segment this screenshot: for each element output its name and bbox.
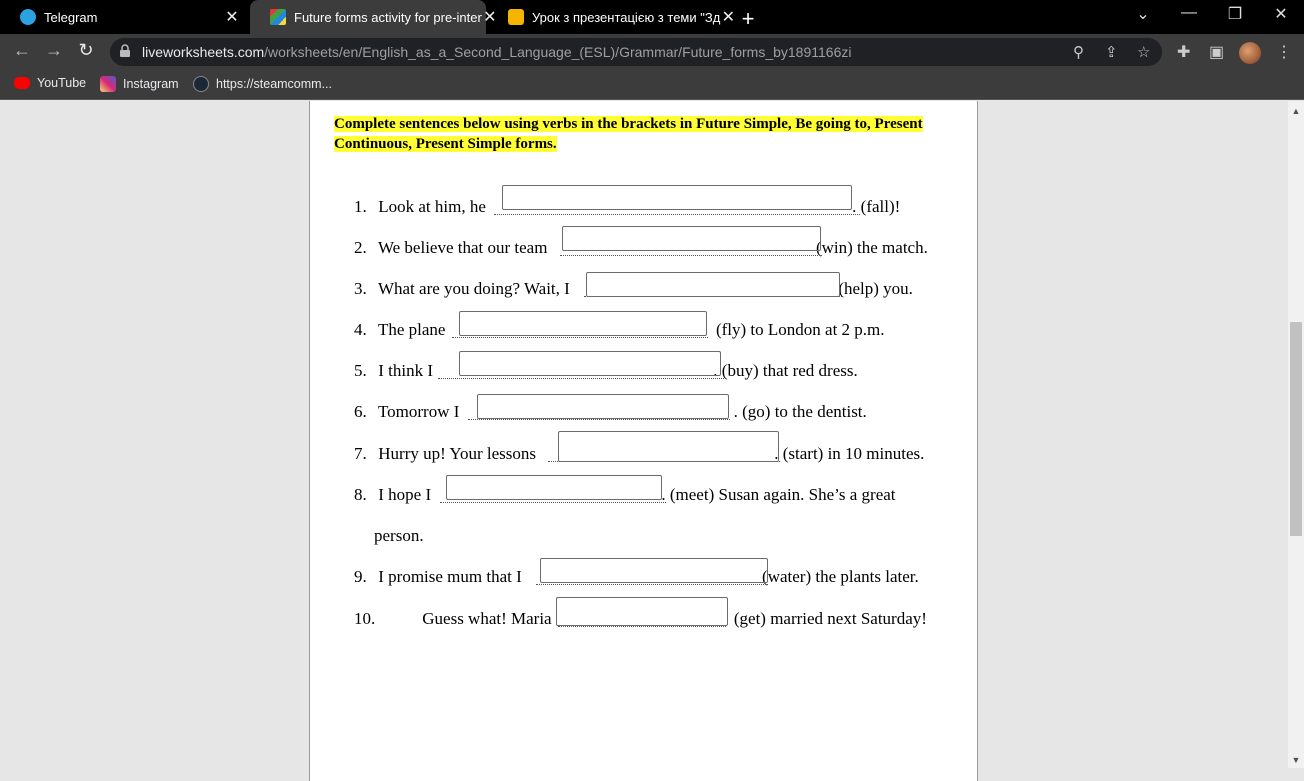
page-viewport — [0, 101, 1288, 768]
tab-title: Урок з презентацією з теми "Зд — [532, 9, 721, 25]
worksheet-page — [309, 101, 978, 781]
close-icon[interactable]: ✕ — [225, 9, 239, 26]
tab-liveworksheets[interactable] — [250, 0, 497, 34]
bookmark-label: Instagram — [123, 77, 179, 91]
bookmark-steam[interactable] — [193, 76, 332, 92]
scroll-down-arrow-icon[interactable]: ▼ — [1291, 755, 1301, 765]
bookmark-label: https://steamcomm... — [216, 77, 333, 91]
bookmark-youtube[interactable] — [14, 76, 86, 90]
sentence-5: 5. I think I . (buy) that red dress. — [354, 361, 858, 380]
dotted-line — [536, 584, 768, 585]
forward-button[interactable]: → — [45, 40, 63, 60]
sentence-8-continued: person. — [374, 526, 424, 545]
dotted-line — [560, 255, 822, 256]
new-tab-button[interactable]: + — [741, 6, 755, 31]
tab-slides[interactable] — [488, 0, 735, 34]
scrollbar[interactable] — [1288, 101, 1304, 768]
sentence-1: 1. Look at him, he . (fall)! — [354, 197, 901, 216]
lock-icon — [120, 45, 130, 57]
answer-input-7[interactable] — [558, 431, 779, 462]
dotted-line — [468, 419, 730, 420]
answer-input-6[interactable] — [477, 394, 729, 419]
sentence-9: 9. I promise mum that I (water) the plants later. — [354, 567, 919, 586]
answer-input-4[interactable] — [459, 311, 707, 336]
tab-strip — [0, 0, 1304, 34]
answer-input-2[interactable] — [562, 226, 821, 251]
restore-button[interactable]: ❐ — [1227, 6, 1243, 23]
address-bar[interactable] — [110, 38, 1162, 66]
close-icon[interactable]: ✕ — [721, 9, 735, 26]
side-panel-icon[interactable]: ▣ — [1209, 44, 1225, 61]
tab-title: Future forms activity for pre-inter — [294, 9, 482, 25]
instructions: Complete sentences below using verbs in the brackets in Future Simple, Be going to, Present Continuous, Present Simple forms. — [334, 116, 923, 152]
tab-search-icon[interactable]: ⌄ — [1136, 6, 1150, 23]
menu-icon[interactable]: ⋮ — [1276, 44, 1292, 61]
browser-toolbar — [0, 34, 1304, 70]
tab-telegram[interactable] — [0, 0, 248, 34]
url-text: liveworksheets.com/worksheets/en/English_as_a_Second_Language_(ESL)/Grammar/Future_forms_by1891166zi — [142, 44, 852, 60]
bookmark-label: YouTube — [37, 76, 87, 90]
back-button[interactable]: ← — [13, 40, 31, 60]
minimize-button[interactable]: — — [1181, 4, 1197, 21]
dotted-line — [494, 214, 860, 215]
dotted-line — [558, 626, 726, 627]
sentence-2: 2. We believe that our team (win) the match. — [354, 238, 928, 257]
extensions-icon[interactable]: ✚ — [1177, 44, 1191, 61]
sentence-10: 10. Guess what! Maria (get) married next Saturday! — [354, 609, 927, 628]
tab-title: Telegram — [44, 9, 98, 25]
instagram-icon — [100, 76, 116, 92]
telegram-icon — [20, 9, 36, 25]
answer-input-9[interactable] — [540, 558, 768, 583]
scrollbar-thumb[interactable] — [1290, 322, 1302, 536]
slides-icon — [508, 9, 524, 25]
sentence-4: 4. The plane (fly) to London at 2 p.m. — [354, 320, 885, 339]
dotted-line — [452, 337, 708, 338]
reload-button[interactable]: ↻ — [78, 40, 94, 60]
sentence-3: 3. What are you doing? Wait, I (help) you. — [354, 279, 913, 298]
close-window-button[interactable]: ✕ — [1274, 6, 1288, 23]
bookmark-instagram[interactable] — [100, 76, 179, 92]
sentence-7: 7. Hurry up! Your lessons . (start) in 10 minutes. — [354, 444, 925, 463]
answer-input-10[interactable] — [556, 597, 728, 626]
dotted-line — [438, 378, 724, 379]
dotted-line — [440, 502, 666, 503]
liveworksheets-icon — [270, 9, 286, 25]
answer-input-8[interactable] — [446, 475, 662, 500]
bookmark-star-icon[interactable]: ☆ — [1137, 44, 1151, 61]
sentence-6: 6. Tomorrow I . (go) to the dentist. — [354, 402, 867, 421]
zoom-icon[interactable]: ⚲ — [1073, 44, 1084, 61]
youtube-icon — [14, 77, 30, 89]
scroll-up-arrow-icon[interactable]: ▲ — [1291, 106, 1301, 116]
close-icon[interactable]: ✕ — [483, 9, 497, 26]
answer-input-5[interactable] — [459, 351, 721, 376]
avatar[interactable] — [1239, 42, 1261, 64]
answer-input-1[interactable] — [502, 185, 852, 210]
sentence-8: 8. I hope I . (meet) Susan again. She’s a great — [354, 485, 896, 504]
answer-input-3[interactable] — [586, 272, 840, 297]
bookmarks-bar — [0, 70, 1304, 100]
steam-icon — [193, 76, 209, 92]
share-icon[interactable]: ⇪ — [1105, 44, 1118, 61]
